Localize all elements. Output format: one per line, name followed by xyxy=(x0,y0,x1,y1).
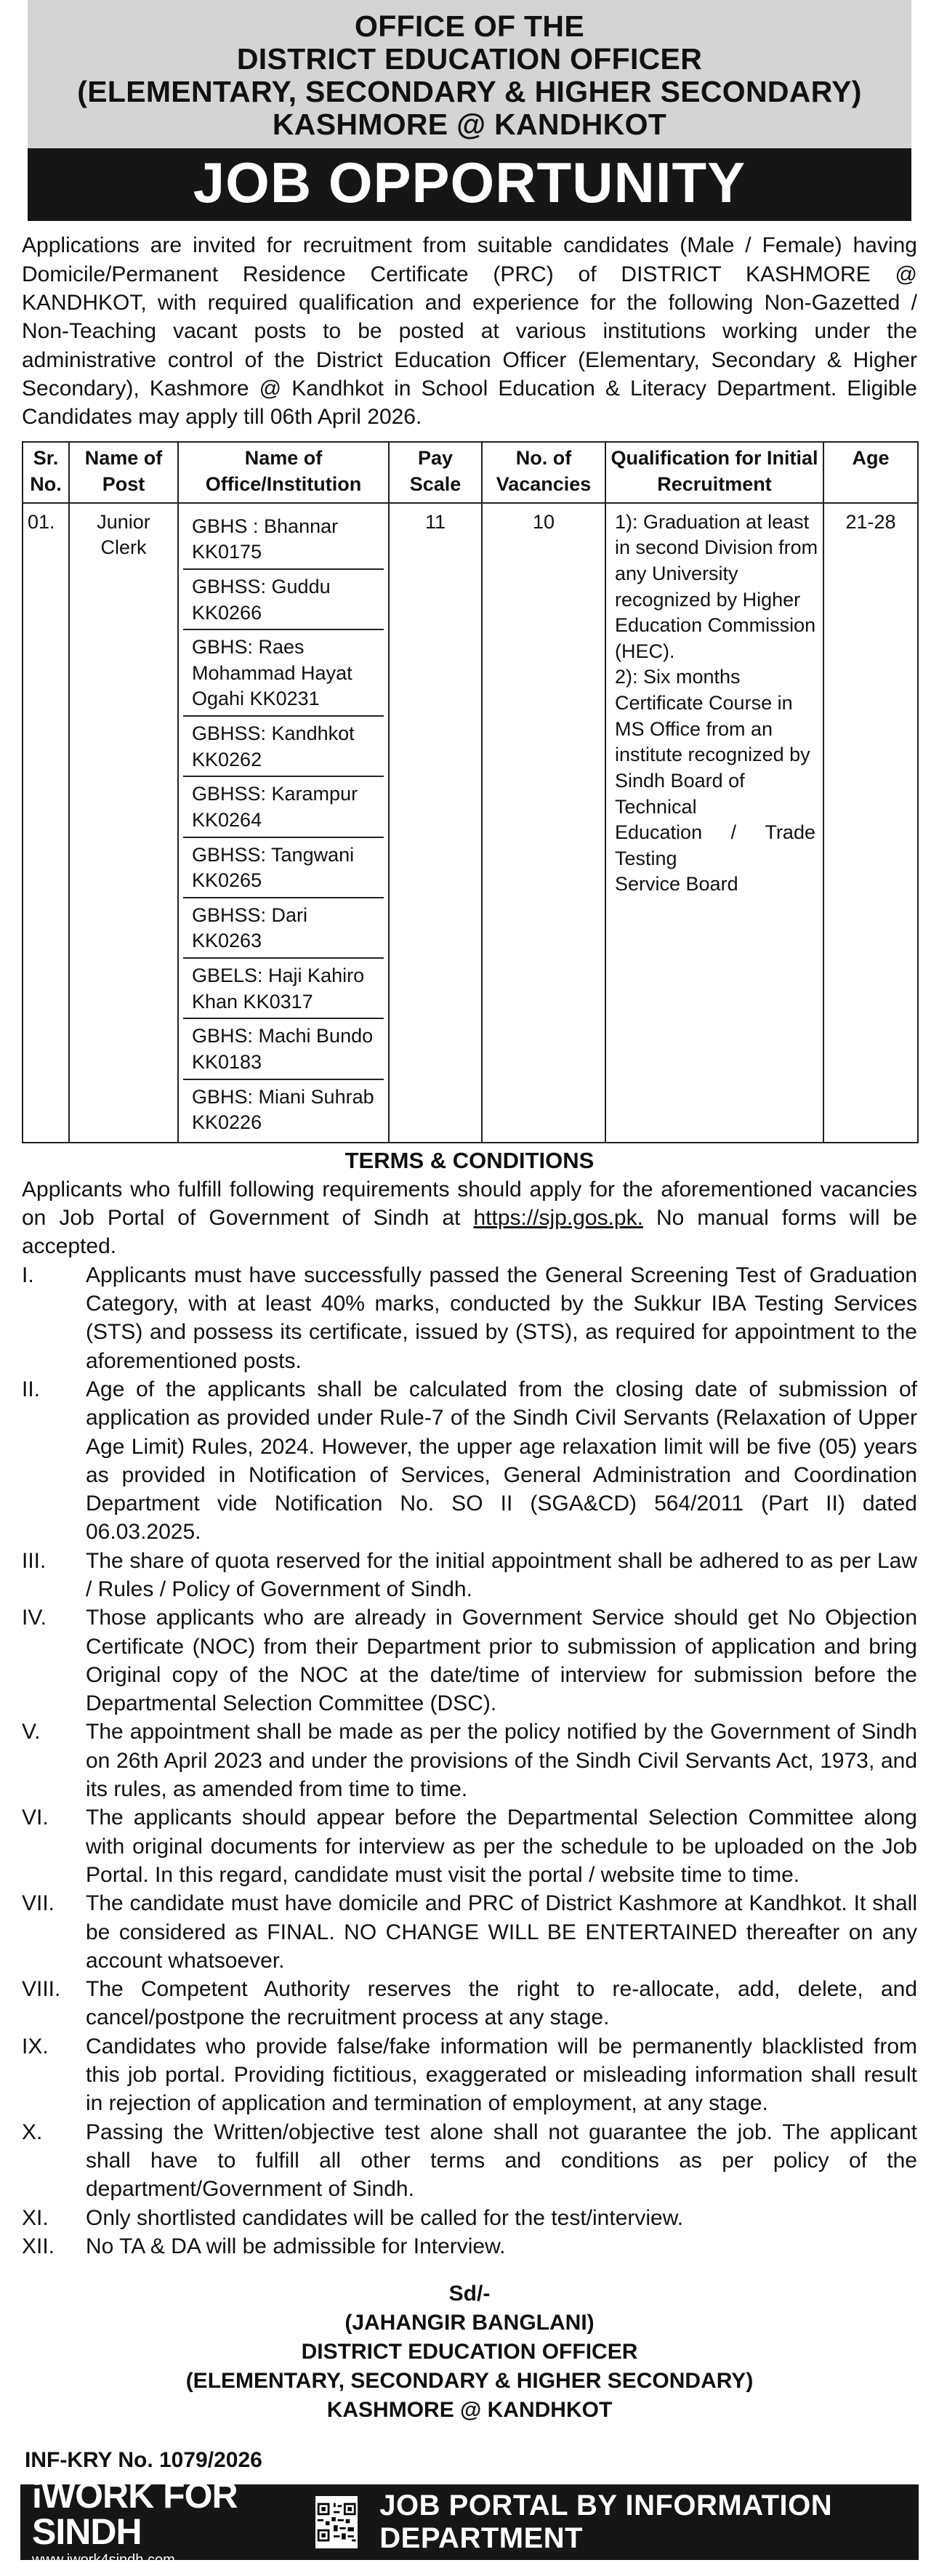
signature-block xyxy=(0,2279,939,2424)
header-line-deo: DISTRICT EDUCATION OFFICER xyxy=(236,42,703,76)
job-portal-link[interactable]: https://sjp.gos.pk. xyxy=(473,1206,643,1231)
office-item: GBELS: Haji Kahiro Khan KK0317 xyxy=(183,959,384,1019)
list-item xyxy=(22,1975,917,2032)
office-item: GBHSS: Tangwani KK0265 xyxy=(183,838,384,898)
table-header-row xyxy=(23,442,918,502)
header-line-district: KASHMORE @ KANDHKOT xyxy=(272,108,667,142)
header-line-levels: (ELEMENTARY, SECONDARY & HIGHER SECONDARY) xyxy=(77,75,862,109)
terms-intro-text: Applicants who fulfill following requirements should apply for the aforementioned vacancies on Job Portal of Government of Sindh at xyxy=(22,1177,917,1231)
signatory-title: DISTRICT EDUCATION OFFICER xyxy=(301,2339,638,2364)
list-item xyxy=(22,1889,917,1975)
list-item xyxy=(22,1803,917,1889)
term-text: Those applicants who are already in Government Service should get No Objection Certificate (NOC) from their Department prior to submission of application and bring Original copy of the NOC at the date/time of interview for submission before the Departmental Selection Committee (DSC). xyxy=(86,1606,917,1716)
office-header xyxy=(28,0,911,148)
list-item xyxy=(22,2204,917,2232)
term-number: VII. xyxy=(22,1891,55,1916)
signatory-department: (ELEMENTARY, SECONDARY & HIGHER SECONDARY) xyxy=(185,2368,754,2393)
list-item xyxy=(22,1375,917,1547)
header-vacancies: No. of Vacancies xyxy=(482,442,605,502)
term-text: No TA & DA will be admissible for Interview. xyxy=(86,2234,506,2258)
term-number: VIII. xyxy=(22,1977,61,2002)
term-number: VI. xyxy=(22,1806,49,1830)
iwork-logo xyxy=(32,2477,295,2567)
office-item: GBHS: Machi Bundo KK0183 xyxy=(183,1019,384,1079)
table-row xyxy=(23,503,918,1143)
cell-sr-no: 01. xyxy=(23,503,69,1143)
cell-qualification xyxy=(605,503,823,1143)
office-item: GBHS: Raes Mohammad Hayat Ogahi KK0231 xyxy=(183,630,384,717)
term-text: The appointment shall be made as per the policy notified by the Government of Sindh on 26th April 2023 and under the provisions of the Sindh Civil Servants Act, 1973, and its rules, as amended from time to time. xyxy=(86,1720,917,1802)
term-text: Only shortlisted candidates will be called for the test/interview. xyxy=(86,2205,684,2230)
signatory-location: KASHMORE @ KANDHKOT xyxy=(326,2397,613,2422)
terms-heading: TERMS & CONDITIONS xyxy=(344,1147,595,1173)
term-text: Passing the Written/objective test alone shall not guarantee the job. The applicant shall have to fulfill all other terms and conditions as per policy of the department/Government of Sindh. xyxy=(86,2120,917,2202)
list-item xyxy=(22,2232,917,2261)
office-item: GBHSS: Dari KK0263 xyxy=(183,898,384,959)
signatory-name: (JAHANGIR BANGLANI) xyxy=(344,2311,595,2335)
list-item xyxy=(22,1547,917,1604)
office-item: GBHS : Bhannar KK0175 xyxy=(183,510,384,570)
header-qualification: Qualification for Initial Recruitment xyxy=(605,442,823,502)
qualification-certificate-line xyxy=(609,820,820,846)
header-post-name: Name of Post xyxy=(69,442,178,502)
term-number: IV. xyxy=(22,1606,47,1630)
website-url: www.iwork4sindh.com xyxy=(32,2552,175,2568)
header-office: Name of Office/Institution xyxy=(178,442,389,502)
list-item xyxy=(22,1261,917,1375)
term-number: V. xyxy=(22,1720,41,1744)
term-text: Candidates who provide false/fake information will be permanently blacklisted from this job portal. Providing fictitious, exaggerated or misleading information shall result in rejection of application and termination of employment, at any stage. xyxy=(86,2034,917,2116)
office-item: GBHSS: Karampur KK0264 xyxy=(183,777,384,837)
qualification-graduation: 1): Graduation at least in second Division from any University recognized by Higher Education Commission (HEC). xyxy=(615,510,818,662)
term-text: Age of the applicants shall be calculated from the closing date of submission of application as provided under Rule-7 of the Sindh Civil Servants (Relaxation of Upper Age Limit) Rules, 2024. However, the upper age relaxation limit will be five (05) years as provided in Notification of Services, General Administration and Coordination Department vide Notification No. SO II (SGA&CD) 564/2011 (Part II) dated 06.03.2025. xyxy=(86,1377,917,1545)
office-item: GBHSS: Guddu KK0266 xyxy=(183,570,384,630)
term-number: I. xyxy=(22,1263,34,1287)
qr-code-icon xyxy=(315,2496,358,2548)
term-number: III. xyxy=(22,1548,47,1573)
logo-text: iWORK FOR SINDH xyxy=(32,2475,238,2552)
term-text: The candidate must have domicile and PRC of District Kashmore at Kandhkot. It shall be considered as FINAL. NO CHANGE WILL BE ENTERTAINED thereafter on any account whatsoever. xyxy=(86,1891,917,1973)
list-item xyxy=(22,2032,917,2118)
cell-offices xyxy=(178,503,389,1143)
list-item xyxy=(22,1718,917,1803)
qualification-word: Trade xyxy=(765,821,815,844)
header-age: Age xyxy=(823,442,918,502)
inf-reference-number: INF-KRY No. 1079/2026 xyxy=(25,2447,262,2472)
list-item xyxy=(22,2118,917,2204)
cell-post-name: Junior Clerk xyxy=(69,503,178,1143)
term-number: IX. xyxy=(22,2034,49,2058)
term-number: X. xyxy=(22,2120,43,2144)
qualification-service-board: Service Board xyxy=(615,873,738,895)
term-text: The share of quota reserved for the initial appointment shall be adhered to as per Law / Rules / Policy of Government of Sindh. xyxy=(86,1548,917,1601)
term-number: XI. xyxy=(22,2205,49,2230)
cell-age: 21-28 xyxy=(823,503,918,1143)
term-number: II. xyxy=(22,1377,41,1401)
qualification-word: Education xyxy=(615,821,703,844)
qualification-certificate: 2): Six months Certificate Course in MS Office from an institute recognized by Sindh Board of Technical xyxy=(615,666,810,818)
terms-intro xyxy=(22,1175,917,1261)
office-item: GBHS: Miani Suhrab KK0226 xyxy=(192,1085,374,1134)
cell-pay-scale: 11 xyxy=(389,503,482,1143)
term-number: XII. xyxy=(22,2234,55,2258)
list-item xyxy=(22,1603,917,1718)
office-item: GBHSS: Kandhkot KK0262 xyxy=(183,717,384,777)
header-line-office: OFFICE OF THE xyxy=(355,9,584,43)
qualification-testing: Testing xyxy=(615,847,677,869)
footer-banner xyxy=(20,2475,919,2568)
header-pay-scale: Pay Scale xyxy=(389,442,482,502)
term-text: The applicants should appear before the Departmental Selection Committee along with original documents for interview as per the schedule to be uploaded on the Job Portal. In this regard, candidate must visit the portal / website time to time. xyxy=(86,1806,917,1887)
intro-paragraph: Applications are invited for recruitment from suitable candidates (Male / Female) having Domicile/Permanent Residence Certificate (PRC) of DISTRICT KASHMORE @ KANDHKOT, with required qualification and experience for the following Non-Gazetted / Non-Teaching vacant posts to be posted at various institutions working under the administrative control of the District Education Officer (Elementary, Secondary & Higher Secondary), Kashmore @ Kandhkot in School Education & Literacy Department. Eligible Candidates may apply till 06th April 2026. xyxy=(22,233,917,430)
cell-vacancies: 10 xyxy=(482,503,605,1143)
term-text: The Competent Authority reserves the right to re-allocate, add, delete, and cancel/postpone the recruitment process at any stage. xyxy=(86,1977,917,2030)
job-opportunity-banner: JOB OPPORTUNITY xyxy=(28,148,911,221)
qualification-slash: / xyxy=(730,821,737,844)
header-sr-no: Sr. No. xyxy=(23,442,69,502)
terms-intro-text-end: No manual forms will be accepted. xyxy=(22,1206,917,1259)
term-text: Applicants must have successfully passed the General Screening Test of Graduation Category, with at least 40% marks, conducted by the Sukkur IBA Testing Services (STS) and possess its certificate, issued by (STS), as required for appointment to the aforementioned posts. xyxy=(86,1263,917,1373)
portal-tagline: JOB PORTAL BY INFORMATION DEPARTMENT xyxy=(379,2490,833,2554)
terms-list xyxy=(22,1261,917,2261)
posts-table xyxy=(22,441,919,1143)
signature-sd: Sd/- xyxy=(448,2282,491,2306)
